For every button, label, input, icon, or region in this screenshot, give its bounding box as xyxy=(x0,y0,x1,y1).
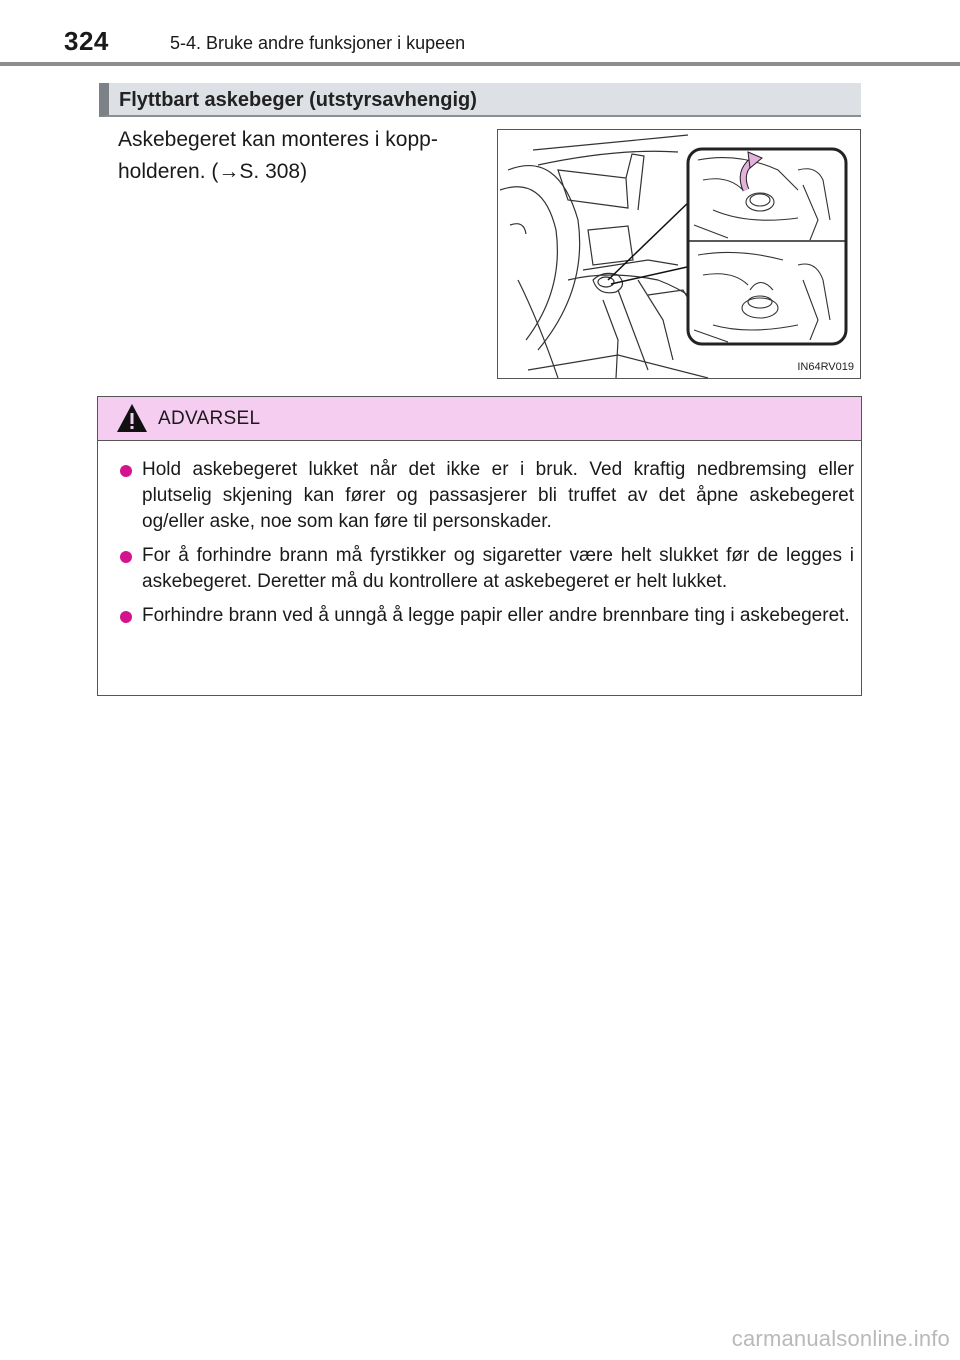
warning-header xyxy=(98,397,861,441)
bullet-icon xyxy=(120,611,132,623)
section-title: Flyttbart askebeger (utstyrsavhengig) xyxy=(119,89,477,111)
body-line-1: Askebegeret kan monteres i kopp- xyxy=(118,128,438,151)
warning-item-text: Forhindre brann ved å unngå å legge papir eller andre brennbare ting i askebegeret. xyxy=(142,605,850,626)
warning-title: ADVARSEL xyxy=(158,408,261,429)
warning-item xyxy=(120,543,854,595)
warning-box xyxy=(97,396,862,696)
body-line-2: holderen. (→S. 308) xyxy=(118,160,308,183)
chapter-title: 5-4. Bruke andre funksjoner i kupeen xyxy=(170,33,466,53)
warning-item xyxy=(120,603,854,629)
section-header xyxy=(99,83,861,117)
ashtray-illustration xyxy=(497,129,861,379)
watermark: carmanualsonline.info xyxy=(731,1326,950,1351)
bullet-icon xyxy=(120,465,132,477)
dashboard-drawing xyxy=(498,130,860,378)
warning-triangle-icon xyxy=(116,403,148,438)
warning-item-text: Hold askebegeret lukket når det ikke er i bruk. Ved kraftig nedbremsing eller plutselig skjening kan fører og passasjerer bli truffet av det åpne askebegeret og/eller aske, noe som kan føre til personskader. xyxy=(142,459,854,532)
warning-item xyxy=(120,457,854,535)
warning-list xyxy=(120,457,854,637)
section-body xyxy=(118,124,488,188)
figure-code: IN64RV019 xyxy=(797,361,854,373)
page-number: 324 xyxy=(64,26,109,56)
header-divider xyxy=(0,62,960,66)
warning-item-text: For å forhindre brann må fyrstikker og sigaretter være helt slukket før de legges i askebegeret. Deretter må du kontrollere at askebegeret er helt lukket. xyxy=(142,545,854,592)
bullet-icon xyxy=(120,551,132,563)
